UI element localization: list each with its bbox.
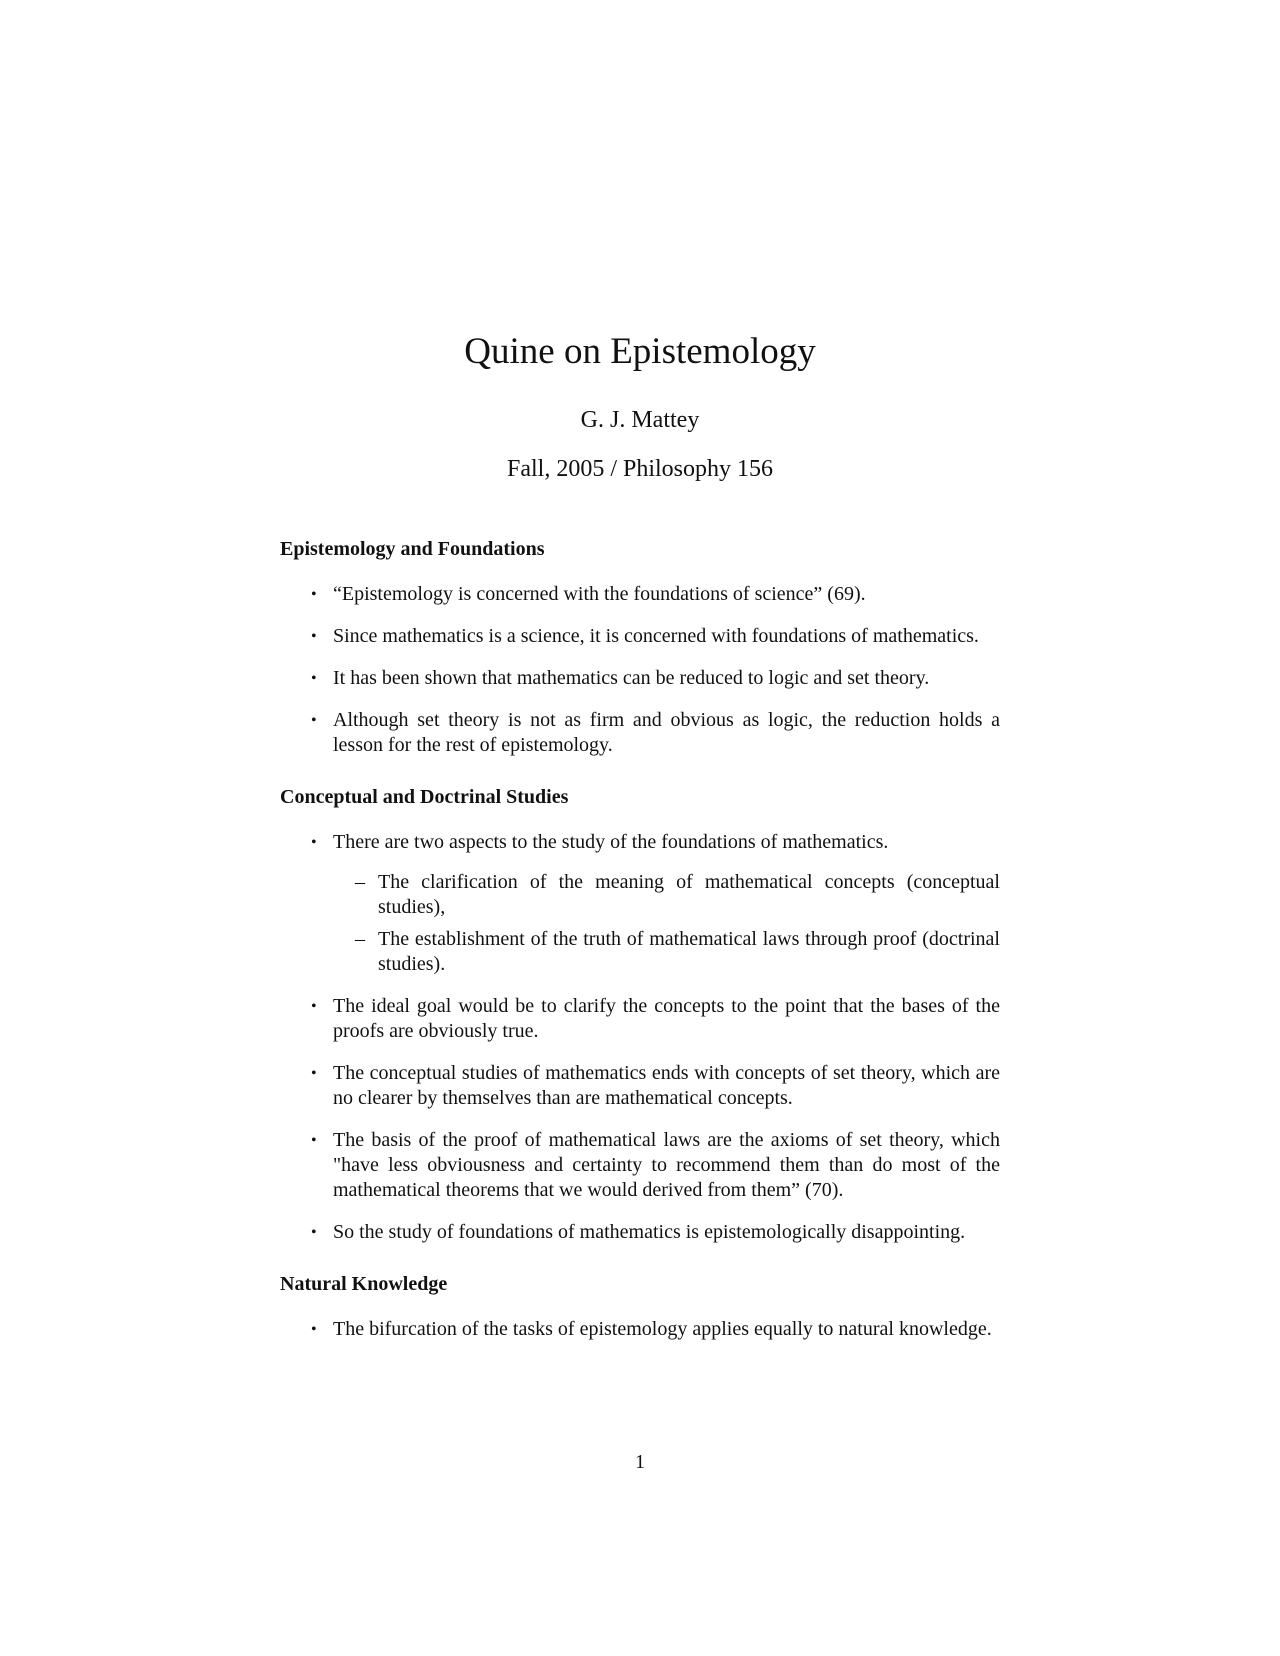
list-item	[311, 708, 1000, 758]
list-item-text: “Epistemology is concerned with the foundations of science” (69).	[333, 583, 866, 605]
bullet-list	[280, 1317, 1000, 1342]
list-item	[311, 666, 1000, 691]
bullet-icon: •	[311, 712, 317, 729]
section-heading: Epistemology and Foundations	[280, 538, 545, 560]
bullet-icon: •	[311, 834, 317, 851]
sub-list	[333, 870, 1000, 977]
list-item-text: Although set theory is not as firm and obvious as logic, the reduction holds a lesson for the rest of epistemology.	[333, 709, 1000, 756]
bullet-icon: •	[311, 586, 317, 603]
list-item-text: So the study of foundations of mathematics is epistemologically disappointing.	[333, 1221, 966, 1243]
page-number: 1	[635, 1451, 645, 1473]
bullet-icon: •	[311, 1224, 317, 1241]
dash-icon: –	[355, 928, 365, 950]
bullet-icon: •	[311, 1321, 317, 1338]
section-epistemology-and-foundations	[280, 536, 1000, 758]
document-body	[280, 536, 1000, 1342]
list-item-text: The basis of the proof of mathematical laws are the axioms of set theory, which "have less obviousness and certainty to recommend them than do most of the mathematical theorems that we would derived from them” (70).	[333, 1129, 1000, 1201]
bullet-icon: •	[311, 628, 317, 645]
dash-icon: –	[355, 871, 365, 893]
list-item	[311, 1128, 1000, 1203]
list-item	[311, 1061, 1000, 1111]
bullet-icon: •	[311, 1065, 317, 1082]
list-item	[311, 830, 1000, 977]
sub-list-item-text: The establishment of the truth of mathematical laws through proof (doctrinal studies).	[378, 928, 1000, 975]
sub-list-item	[355, 870, 1000, 920]
document-date-course: Fall, 2005 / Philosophy 156	[506, 456, 774, 482]
list-item-text: The bifurcation of the tasks of epistemology applies equally to natural knowledge.	[333, 1318, 992, 1340]
bullet-list	[280, 582, 1000, 758]
list-item-text: There are two aspects to the study of the foundations of mathematics.	[333, 831, 889, 853]
list-item-text: It has been shown that mathematics can be reduced to logic and set theory.	[333, 667, 930, 689]
list-item	[311, 994, 1000, 1044]
list-item	[311, 624, 1000, 649]
bullet-icon: •	[311, 998, 317, 1015]
list-item-text: Since mathematics is a science, it is concerned with foundations of mathematics.	[333, 625, 979, 647]
section-natural-knowledge	[280, 1271, 1000, 1342]
sub-list-item-text: The clarification of the meaning of mathematical concepts (conceptual studies),	[378, 871, 1000, 918]
list-item-text: The conceptual studies of mathematics ends with concepts of set theory, which are no clearer by themselves than are mathematical concepts.	[333, 1062, 1000, 1109]
document-author: G. J. Mattey	[580, 407, 700, 433]
section-heading: Natural Knowledge	[280, 1273, 448, 1295]
bullet-icon: •	[311, 670, 317, 687]
bullet-list	[280, 830, 1000, 1245]
bullet-icon: •	[311, 1132, 317, 1149]
list-item	[311, 582, 1000, 607]
list-item-text: The ideal goal would be to clarify the concepts to the point that the bases of the proofs are obviously true.	[333, 995, 1000, 1042]
list-item	[311, 1317, 1000, 1342]
document-title: Quine on Epistemology	[464, 331, 816, 372]
list-item	[311, 1220, 1000, 1245]
sub-list-item	[355, 927, 1000, 977]
section-conceptual-and-doctrinal-studies	[280, 784, 1000, 1245]
section-heading: Conceptual and Doctrinal Studies	[280, 786, 569, 808]
